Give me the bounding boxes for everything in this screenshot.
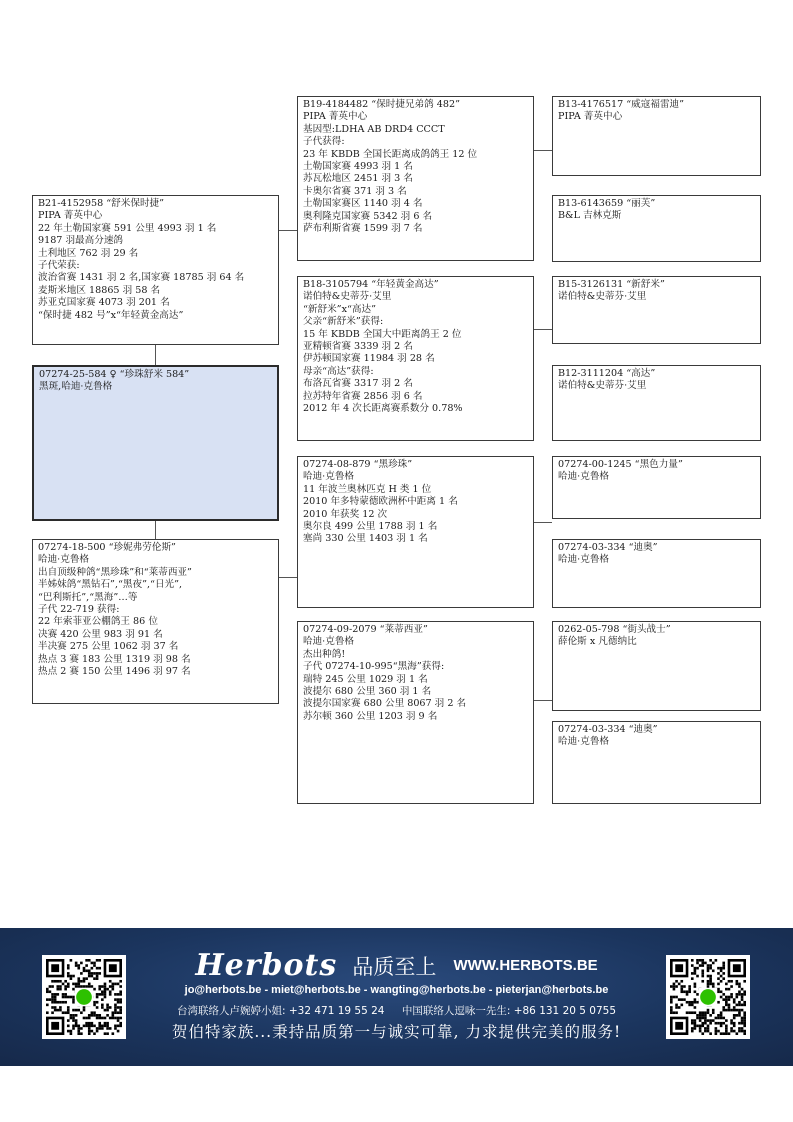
pedigree-line: 母亲“高达”获得:: [303, 365, 374, 377]
pedigree-line: 9187 羽最高分速鸽: [38, 235, 124, 247]
pedigree-line: 2010 年多特蒙德欧洲杯中距离 1 名: [303, 496, 458, 508]
pedigree-line: 0262-05-798 “街头战士”: [558, 624, 671, 635]
pedigree-line: 基因型:LDHA AB DRD4 CCCT: [303, 123, 445, 135]
pedigree-line: 07274-25-584 ♀ “珍珠舒米 584”: [39, 369, 190, 380]
pedigree-line: 22 年土勒国家赛 591 公里 4993 羽 1 名: [38, 222, 217, 234]
pedigree-line: 诺伯特&史蒂芬·艾里: [558, 291, 647, 303]
pedigree-box-ds-sire: [552, 456, 761, 519]
connector: [533, 329, 552, 330]
pedigree-box-dam-sire: [297, 456, 534, 608]
pedigree-line: 07274-08-879 “黑珍珠”: [303, 459, 413, 470]
pedigree-box-ss-dam: [552, 195, 761, 262]
pedigree-box-ds-dam: [552, 539, 761, 608]
pedigree-line: 瑞特 245 公里 1029 羽 1 名: [303, 673, 428, 685]
email-list[interactable]: jo@herbots.be - miet@herbots.be - wangting@herbots.be - pieterjan@herbots.be: [184, 984, 609, 996]
connector: [155, 344, 156, 366]
contact-footer: [0, 928, 793, 1066]
connector: [155, 520, 156, 540]
pedigree-line: 哈迪·克鲁格: [303, 471, 355, 483]
pedigree-line: 土勒国家赛区 1140 羽 4 名: [303, 198, 423, 210]
pedigree-line: 子代 07274-10-995“黑海”获得:: [303, 661, 445, 673]
pedigree-line: 半决赛 275 公里 1062 羽 37 名: [38, 641, 179, 653]
pedigree-line: PIPA 菁英中心: [38, 210, 103, 222]
pedigree-line: 22 年索菲亚公棚鸽王 86 位: [38, 616, 158, 628]
pedigree-line: 卡奥尔省赛 371 羽 3 名: [303, 185, 407, 197]
pedigree-line: “保时捷 482 号”x“年轻黄金高达”: [38, 309, 184, 321]
pedigree-line: B19-4184482 “保时捷兄弟鸽 482”: [303, 99, 461, 110]
pedigree-box-dd-dam: [552, 721, 761, 804]
pedigree-line: 布洛瓦省赛 3317 羽 2 名: [303, 378, 413, 390]
pedigree-line: 子代荣获:: [38, 260, 80, 272]
pedigree-line: 伊苏顿国家赛 11984 羽 28 名: [303, 353, 435, 365]
brand-slogan: 品质至上: [352, 954, 437, 979]
pedigree-line: 07274-03-334 “迪奥”: [558, 724, 658, 735]
pedigree-line: 苏瓦松地区 2451 羽 3 名: [303, 173, 413, 185]
pedigree-line: 出自顶级种鸽“黑珍珠”和“莱蒂西亚”: [38, 566, 192, 578]
pedigree-line: 15 年 KBDB 全国大中距离鸽王 2 位: [303, 328, 462, 340]
pedigree-box-dam: [32, 539, 279, 704]
pedigree-line: 子代 22-719 获得:: [38, 604, 120, 616]
pedigree-line: 诺伯特&史蒂芬·艾里: [303, 291, 392, 303]
pedigree-line: 半姊妹鸽“黑钻石”,“黑夜”,“日光”,: [38, 579, 183, 591]
pedigree-line: “新舒米”x“高达”: [303, 303, 376, 315]
pedigree-line: 23 年 KBDB 全国长距离成鸽鸽王 12 位: [303, 148, 478, 160]
pedigree-line: B13-6143659 “丽芙”: [558, 198, 656, 209]
pedigree-line: 11 年波兰奥林匹克 H 类 1 位: [303, 483, 432, 495]
pedigree-box-sd-dam: [552, 365, 761, 441]
connector: [533, 150, 552, 151]
pedigree-box-dam-dam: [297, 621, 534, 804]
pedigree-line: 07274-03-334 “迪奥”: [558, 542, 658, 553]
pedigree-line: B21-4152958 “舒米保时捷”: [38, 198, 165, 209]
pedigree-line: 决赛 420 公里 983 羽 91 名: [38, 628, 163, 640]
pedigree-line: 薛伦斯 x 凡德纳比: [558, 636, 637, 648]
pedigree-box-sd-sire: [552, 276, 761, 344]
pedigree-box-sire-sire: [297, 96, 534, 261]
pedigree-line: 07274-18-500 “珍妮弗劳伦斯”: [38, 542, 176, 553]
connector: [278, 230, 297, 231]
pedigree-line: 波提尔国家赛 680 公里 8067 羽 2 名: [303, 698, 467, 710]
pedigree-line: B15-3126131 “新舒米”: [558, 279, 665, 290]
pedigree-line: 诺伯特&史蒂芬·艾里: [558, 380, 647, 392]
pedigree-line: 热点 2 赛 150 公里 1496 羽 97 名: [38, 666, 191, 678]
pedigree-line: 子代获得:: [303, 136, 345, 148]
connector: [533, 700, 552, 701]
contact-phones: [0, 1003, 793, 1018]
pedigree-line: B&L 吉林克斯: [558, 210, 622, 222]
pedigree-line: 苏亚克国家赛 4073 羽 201 名: [38, 297, 170, 309]
pedigree-line: PIPA 菁英中心: [558, 111, 623, 123]
pedigree-line: 奥尔良 499 公里 1788 羽 1 名: [303, 521, 438, 533]
pedigree-line: 奥利隆克国家赛 5342 羽 6 名: [303, 210, 433, 222]
pedigree-box-ss-sire: [552, 96, 761, 176]
website-link[interactable]: WWW.HERBOTS.BE: [453, 957, 598, 974]
pedigree-box-sire-dam: [297, 276, 534, 441]
connector: [278, 577, 297, 578]
pedigree-box-dd-sire: [552, 621, 761, 711]
pedigree-line: 哈迪·克鲁格: [38, 554, 90, 566]
connector: [533, 522, 552, 523]
pedigree-line: 07274-09-2079 “莱蒂西亚”: [303, 624, 428, 635]
pedigree-line: 黑斑,哈迪·克鲁格: [39, 381, 113, 393]
pedigree-line: 拉苏特年省赛 2856 羽 6 名: [303, 390, 423, 402]
pedigree-line: B12-3111204 “高达”: [558, 368, 656, 379]
pedigree-line: 哈迪·克鲁格: [303, 636, 355, 648]
pedigree-line: B18-3105794 “年轻黄金高达”: [303, 279, 439, 290]
pedigree-line: 亚精顿省赛 3339 羽 2 名: [303, 341, 413, 353]
pedigree-line: 塞尚 330 公里 1403 羽 1 名: [303, 533, 428, 545]
pedigree-line: 2012 年 4 次长距离赛系数分 0.78%: [303, 403, 463, 415]
pedigree-line: 哈迪·克鲁格: [558, 554, 610, 566]
pedigree-line: 杰出种鸽!: [303, 648, 346, 660]
pedigree-line: 哈迪·克鲁格: [558, 736, 610, 748]
herbots-logo: Herbots: [195, 948, 338, 983]
pedigree-box-subject: [32, 365, 279, 521]
pedigree-line: 波提尔 680 公里 360 羽 1 名: [303, 686, 432, 698]
pedigree-line: 苏尔顿 360 公里 1203 羽 9 名: [303, 710, 438, 722]
contact-taiwan: 台湾联络人卢婉婷小姐: +32 471 19 55 24: [176, 1005, 385, 1017]
pedigree-line: 土勒国家赛 4993 羽 1 名: [303, 161, 413, 173]
pedigree-line: 麦斯米地区 18865 羽 58 名: [38, 284, 161, 296]
pedigree-line: 07274-00-1245 “黑色力量”: [558, 459, 683, 470]
pedigree-line: 土利地区 762 羽 29 名: [38, 247, 139, 259]
pedigree-box-sire: [32, 195, 279, 345]
pedigree-line: PIPA 菁英中心: [303, 111, 368, 123]
pedigree-line: 父亲“新舒米”获得:: [303, 316, 384, 328]
pedigree-line: B13-4176517 “威寇福雷迪”: [558, 99, 685, 110]
brand-row: [0, 948, 793, 983]
pedigree-line: “巴利斯托”,“黑海”…等: [38, 591, 138, 603]
pedigree-line: 哈迪·克鲁格: [558, 471, 610, 483]
contact-china: 中国联络人逗咏一先生: +86 131 20 5 0755: [401, 1005, 617, 1017]
pedigree-line: 2010 年获奖 12 次: [303, 508, 388, 520]
pedigree-line: 波治省赛 1431 羽 2 名,国家赛 18785 羽 64 名: [38, 272, 245, 284]
family-motto: 贺伯特家族...秉持品质第一与诚实可靠, 力求提供完美的服务!: [171, 1023, 622, 1041]
pedigree-line: 热点 3 赛 183 公里 1319 羽 98 名: [38, 653, 191, 665]
pedigree-line: 萨布利斯省赛 1599 羽 7 名: [303, 223, 423, 235]
